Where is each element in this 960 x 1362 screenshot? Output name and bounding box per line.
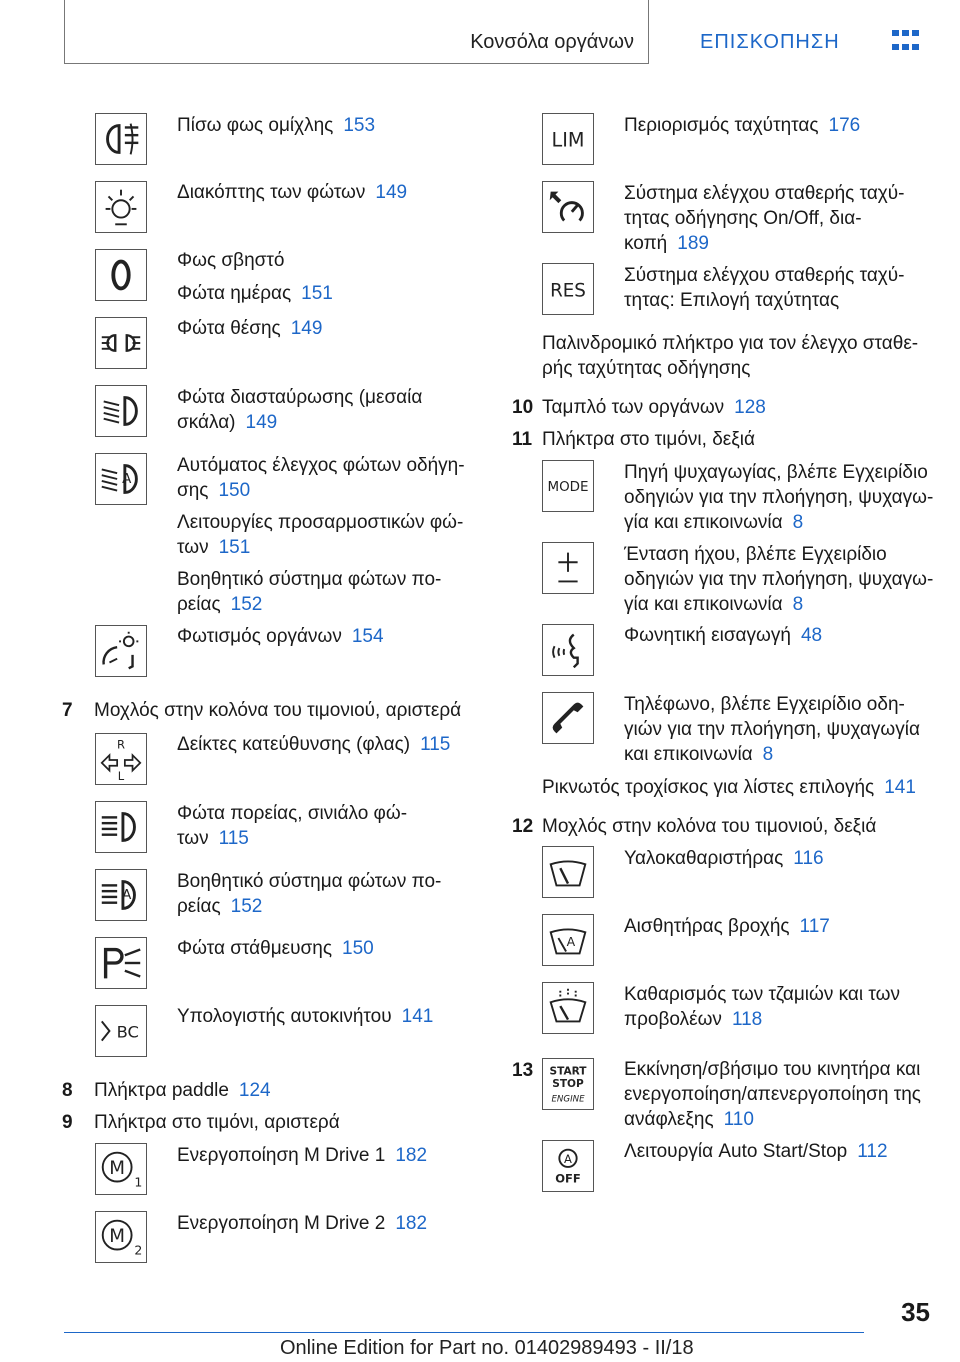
volume-icon xyxy=(542,542,594,594)
icon-letter-r: R xyxy=(116,737,126,752)
icon-letter-a: A xyxy=(564,1152,572,1167)
page-ref[interactable]: 149 xyxy=(245,412,278,433)
page-ref[interactable]: 112 xyxy=(857,1141,888,1162)
rain-sensor-icon xyxy=(542,914,594,966)
icon-subscript: 1 xyxy=(134,1174,143,1190)
header-box xyxy=(64,0,649,64)
icon-letter-l: L xyxy=(117,769,125,784)
page-ref[interactable]: 150 xyxy=(342,938,374,959)
item-number-7: 7 xyxy=(62,700,73,721)
washer-icon xyxy=(542,982,594,1034)
page-ref[interactable]: 151 xyxy=(301,283,333,304)
icon-letter-m: M xyxy=(109,1157,126,1179)
icon-lim-text: LIM xyxy=(551,128,585,152)
page-ref[interactable]: 124 xyxy=(238,1080,271,1101)
entry-high-beam: Φώτα πορείας, σινιάλο φώ- των 115 xyxy=(177,803,408,849)
item-left-stalk: Μοχλός στην κολόνα του τιμονιού, αριστερά xyxy=(94,700,462,721)
entry-parking-lights: Φώτα στάθμευσης 150 xyxy=(177,938,374,959)
high-beam-assist-icon xyxy=(95,869,147,921)
entry-high-beam-assist: Βοηθητικό σύστημα φώτων πο- ρείας 152 xyxy=(177,569,442,615)
entry-auto-start-stop: Λειτουργία Auto Start/Stop 112 xyxy=(624,1141,888,1162)
icon-engine-text: ENGINE xyxy=(551,1094,585,1105)
light-switch-icon xyxy=(95,181,147,233)
entry-volume: Ένταση ήχου, βλέπε Εγχειρίδιο οδηγιών για την πλοήγηση, ψυχαγω- γία και επικοινωνία 8 xyxy=(624,544,934,615)
entry-rain-sensor: Αισθητήρας βροχής 117 xyxy=(624,916,830,937)
entry-position-lights: Φώτα θέσης 149 xyxy=(177,318,323,339)
icon-subscript: 2 xyxy=(134,1242,143,1258)
entry-light-switch: Διακόπτης των φώτων 149 xyxy=(177,182,408,203)
page-ref[interactable]: 141 xyxy=(401,1006,434,1027)
footer-divider xyxy=(64,1332,864,1333)
item-right-stalk: Μοχλός στην κολόνα του τιμονιού, δεξιά xyxy=(542,816,877,837)
onboard-computer-icon xyxy=(95,1005,147,1057)
item-steering-buttons-left: Πλήκτρα στο τιμόνι, αριστερά xyxy=(94,1112,340,1133)
item-number-12: 12 xyxy=(512,816,534,837)
entry-instrument-lighting: Φωτισμός οργάνων 154 xyxy=(177,626,384,647)
svg-text:A: A xyxy=(122,887,132,903)
entry-phone: Τηλέφωνο, βλέπε Εγχειρίδιο οδη- γιών για την πλοήγηση, ψυχαγωγία και επικοινωνία 8 xyxy=(624,694,920,765)
entry-thumbwheel: Ρικνωτός τροχίσκος για λίστες επιλογής 141 xyxy=(542,777,916,798)
page-ref[interactable]: 110 xyxy=(723,1109,754,1130)
item-number-11: 11 xyxy=(512,429,533,450)
icon-mode-text: MODE xyxy=(547,479,589,495)
high-beam-icon xyxy=(95,801,147,853)
item-number-8: 8 xyxy=(62,1080,73,1101)
auto-headlight-icon xyxy=(95,453,147,505)
page-number: 35 xyxy=(901,1297,930,1327)
page-ref[interactable]: 154 xyxy=(351,626,384,647)
page-ref[interactable]: 176 xyxy=(828,115,861,136)
item-steering-buttons-right: Πλήκτρα στο τιμόνι, δεξιά xyxy=(542,429,755,450)
page-ref[interactable]: 128 xyxy=(734,397,766,418)
entry-voice-input: Φωνητική εισαγωγή 48 xyxy=(624,625,823,646)
grid-menu-icon[interactable] xyxy=(892,30,920,54)
voice-input-icon xyxy=(542,624,594,676)
page-ref[interactable]: 152 xyxy=(230,896,263,917)
m-drive-2-icon xyxy=(95,1211,147,1263)
entry-m-drive-1: Ενεργοποίηση M Drive 1 182 xyxy=(177,1145,428,1166)
page-ref[interactable]: 8 xyxy=(762,744,774,765)
page-ref[interactable]: 118 xyxy=(731,1009,763,1030)
item-instrument-cluster: Ταμπλό των οργάνων 128 xyxy=(542,397,766,418)
page-ref[interactable]: 117 xyxy=(799,916,830,937)
entry-cruise-control: Σύστημα ελέγχου σταθερής ταχύ- τητας οδήγησης On/Off, δια- κοπή 189 xyxy=(624,183,905,254)
lights-off-icon xyxy=(95,249,147,301)
page-ref[interactable]: 149 xyxy=(290,318,323,339)
entry-adaptive-lights: Λειτουργίες προσαρμοστικών φώ- των 151 xyxy=(177,512,464,558)
edition-footer: Online Edition for Part no. 01402989493 - II/18 xyxy=(280,1337,694,1359)
entry-auto-headlight: Αυτόματος έλεγχος φώτων οδήγη- σης 150 xyxy=(177,455,465,501)
entry-washer: Καθαρισμός των τζαμιών και των προβολέων 118 xyxy=(624,984,900,1030)
page-ref[interactable]: 182 xyxy=(395,1145,428,1166)
speed-limiter-icon xyxy=(542,113,594,165)
section-title: Κονσόλα οργάνων xyxy=(470,31,634,53)
entry-start-stop: Εκκίνηση/σβήσιμο του κινητήρα και ενεργοποίηση/απενεργοποίηση της ανάφλεξης 110 xyxy=(624,1059,921,1130)
svg-text:A: A xyxy=(122,471,132,487)
entry-turn-signals: Δείκτες κατεύθυνσης (φλας) 115 xyxy=(177,734,451,755)
rear-fog-light-icon xyxy=(95,113,147,165)
mode-button-icon xyxy=(542,460,594,512)
entry-entertainment-source: Πηγή ψυχαγωγίας, βλέπε Εγχειρίδιο οδηγιών για την πλοήγηση, ψυχαγω- γία και επικοινωνία 8 xyxy=(624,462,934,533)
entry-low-beam: Φώτα διασταύρωσης (μεσαία σκάλα) 149 xyxy=(177,387,423,433)
entry-rear-fog: Πίσω φως ομίχλης 153 xyxy=(177,115,376,136)
entry-lights-off: Φως σβηστό xyxy=(177,250,285,271)
entry-speed-limiter: Περιορισμός ταχύτητας 176 xyxy=(624,115,861,136)
wiper-icon xyxy=(542,846,594,898)
page-ref[interactable]: 152 xyxy=(230,594,263,615)
icon-letter-a: A xyxy=(566,933,576,949)
cruise-control-icon xyxy=(542,181,594,233)
page-ref[interactable]: 153 xyxy=(343,115,376,136)
phone-icon xyxy=(542,692,594,744)
icon-bc-text: BC xyxy=(116,1022,139,1042)
page-ref[interactable]: 8 xyxy=(792,594,804,615)
entry-wipers: Υαλοκαθαριστήρας 116 xyxy=(624,848,824,869)
resume-icon xyxy=(542,263,594,315)
icon-off-text: OFF xyxy=(555,1171,581,1186)
page-ref[interactable]: 48 xyxy=(800,625,823,646)
page-ref[interactable]: 115 xyxy=(420,734,451,755)
auto-start-stop-icon xyxy=(542,1140,594,1192)
page-ref[interactable]: 151 xyxy=(218,537,251,558)
page-ref[interactable]: 189 xyxy=(677,233,709,254)
low-beam-icon xyxy=(95,385,147,437)
item-number-10: 10 xyxy=(512,397,534,418)
entry-high-beam-assist-2: Βοηθητικό σύστημα φώτων πο- ρείας 152 xyxy=(177,871,442,917)
overview-tab[interactable]: ΕΠΙΣΚΟΠΗΣΗ xyxy=(700,31,840,53)
entry-daytime-lights: Φώτα ημέρας 151 xyxy=(177,283,333,304)
entry-resume-speed: Σύστημα ελέγχου σταθερής ταχύ- τητας: Επιλογή ταχύτητας xyxy=(624,265,905,311)
entry-onboard-computer: Υπολογιστής αυτοκινήτου 141 xyxy=(177,1006,434,1027)
page-ref[interactable]: 141 xyxy=(884,777,916,798)
entry-m-drive-2: Ενεργοποίηση M Drive 2 182 xyxy=(177,1213,428,1234)
m-drive-1-icon xyxy=(95,1143,147,1195)
icon-res-text: RES xyxy=(550,280,586,302)
page-ref[interactable]: 149 xyxy=(375,182,408,203)
parking-lights-icon xyxy=(95,937,147,989)
item-number-9: 9 xyxy=(62,1112,73,1133)
icon-stop-text: STOP xyxy=(552,1077,584,1090)
item-paddles: Πλήκτρα paddle 124 xyxy=(94,1080,271,1101)
instrument-lighting-icon xyxy=(95,625,147,677)
page-ref[interactable]: 150 xyxy=(218,480,251,501)
start-stop-button-icon xyxy=(542,1058,594,1110)
item-number-13: 13 xyxy=(512,1060,534,1081)
page-ref[interactable]: 182 xyxy=(395,1213,428,1234)
page-ref[interactable]: 115 xyxy=(218,828,249,849)
icon-letter-m: M xyxy=(109,1225,126,1247)
page-ref[interactable]: 8 xyxy=(792,512,804,533)
turn-signal-icon xyxy=(95,733,147,785)
icon-start-text: START xyxy=(549,1065,587,1078)
entry-rocker-switch: Παλινδρομικό πλήκτρο για τον έλεγχο σταθε- ρής ταχύτητας οδήγησης xyxy=(542,333,919,379)
page-ref[interactable]: 116 xyxy=(793,848,824,869)
parking-position-lights-icon xyxy=(95,317,147,369)
